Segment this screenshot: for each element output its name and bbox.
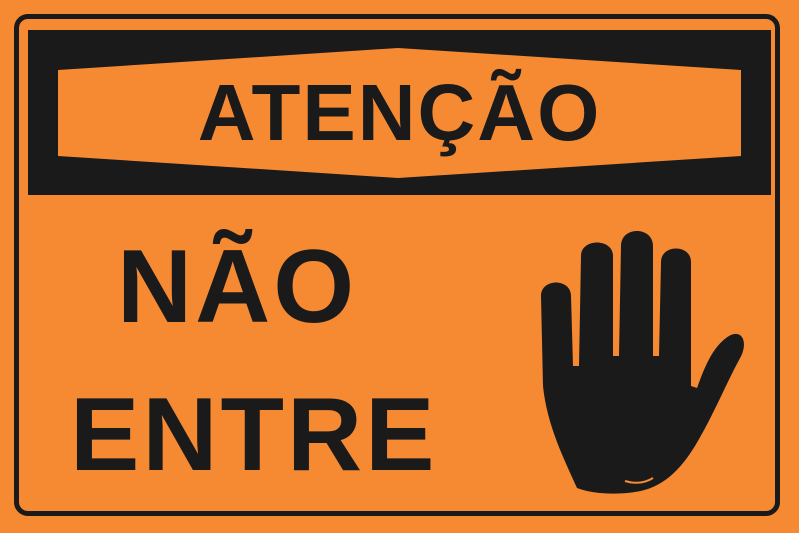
- hand-stop-icon: [535, 226, 745, 496]
- header-band: [28, 30, 771, 195]
- message-line-2: ENTRE: [70, 377, 438, 493]
- header-title: ATENÇÃO: [197, 67, 602, 157]
- message-line-1: NÃO: [117, 229, 358, 345]
